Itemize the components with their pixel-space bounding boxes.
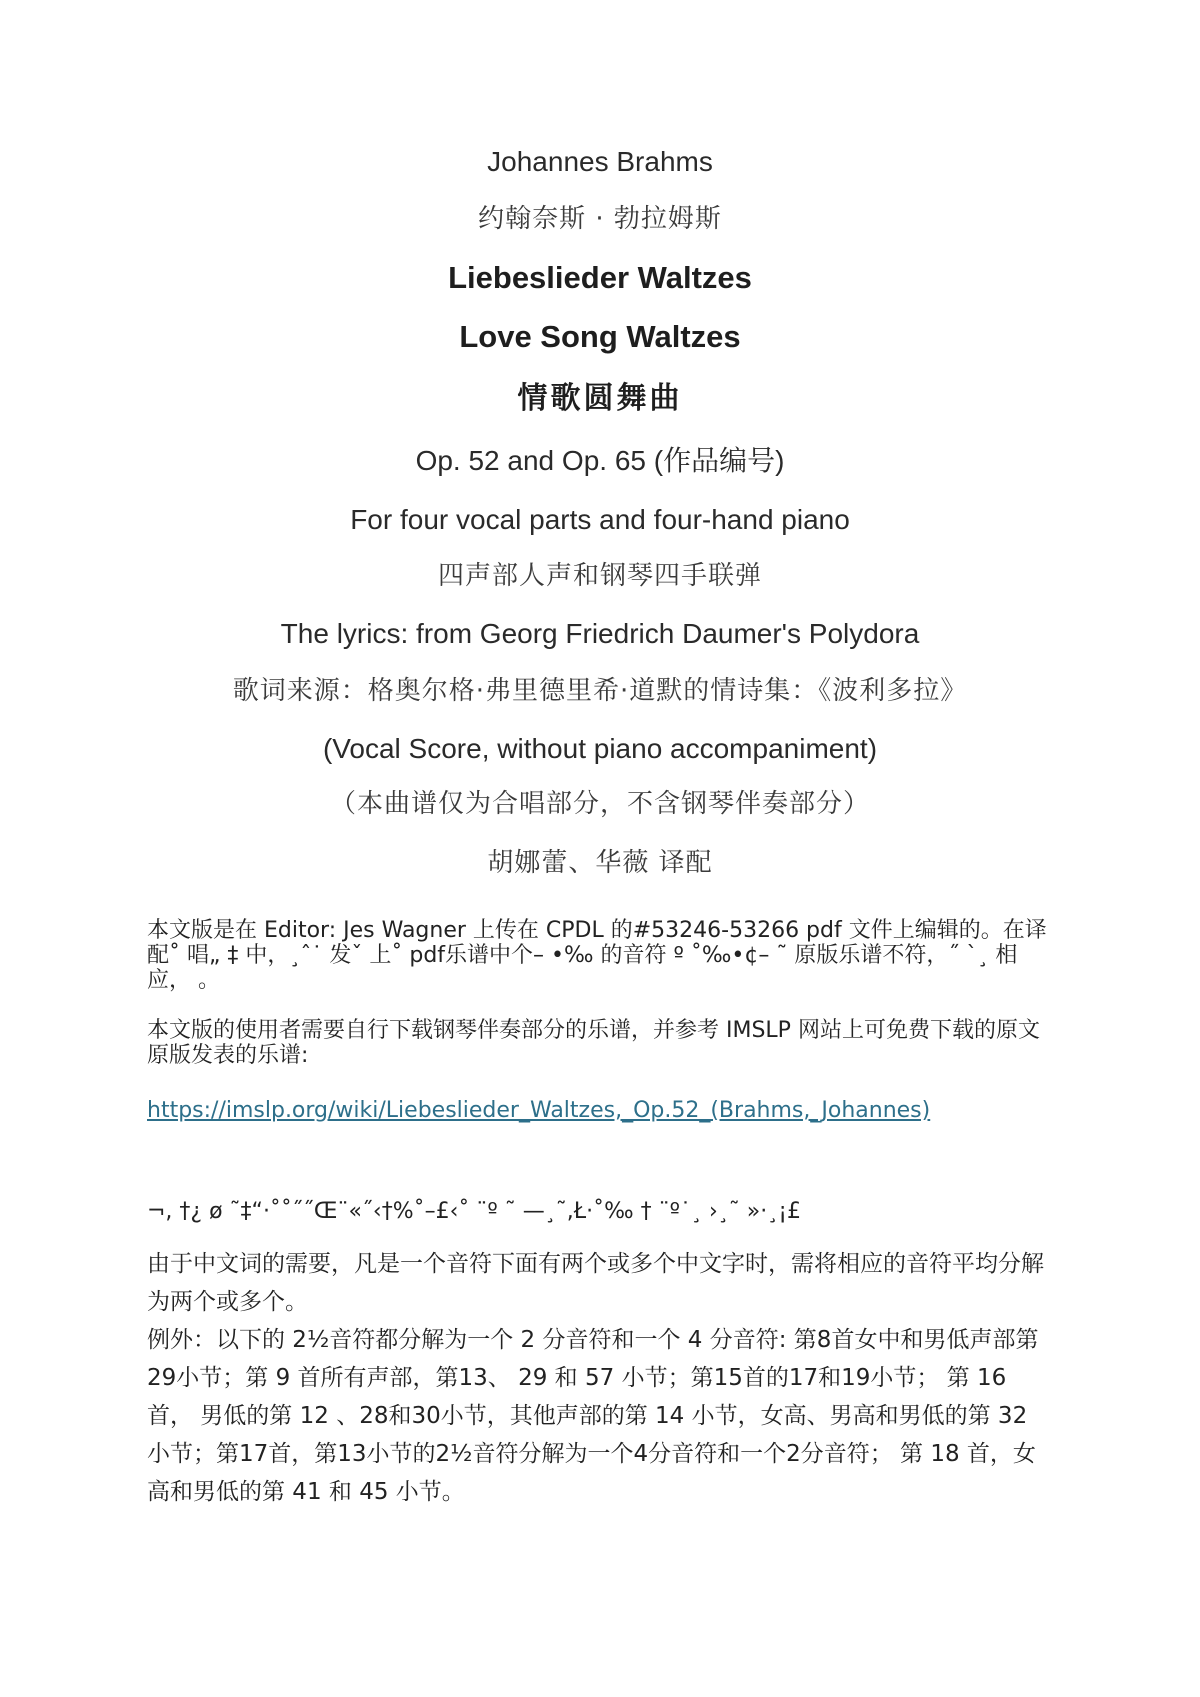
edition-note-zh: （本曲谱仅为合唱部分，不含钢琴伴奏部分） [329, 789, 870, 819]
scoring-en: For four vocal parts and four-hand piano [350, 504, 850, 535]
note-split-paragraph: 由于中文词的需要，凡是一个音符下面有两个或多个中文字时，需将相应的音符平均分解为两个或多个。 [147, 1251, 1044, 1315]
editor-note-paragraph: 本文版是在 Editor: Jes Wagner 上传在 CPDL 的#53246-53266 pdf 文件上编辑的。在译配˚ 唱„ ‡ 中，¸ˆ˙ 发ˇ 上˚ pdf乐谱中个– •‰ 的音符 º ˚‰•¢– ˜ 原版乐谱不符，˝ ˋ¸ 相应， 。 [147, 918, 1047, 993]
title-chinese: 情歌圆舞曲 [517, 381, 683, 416]
lyrics-source-zh: 歌词来源：格奥尔格·弗里德里希·道默的情诗集：《波利多拉》 [232, 676, 968, 706]
composer-name-en: Johannes Brahms [487, 146, 713, 177]
imslp-link[interactable]: https://imslp.org/wiki/Liebeslieder_Waltzes,_Op.52_(Brahms,_Johannes) [147, 1098, 931, 1123]
composer-name-zh: 约翰奈斯 · 勃拉姆斯 [478, 204, 722, 234]
title-german: Liebeslieder Waltzes [448, 260, 752, 295]
translators-credit: 胡娜蕾、华薇 译配 [487, 848, 713, 878]
title-english: Love Song Waltzes [459, 319, 741, 354]
lyrics-source-en: The lyrics: from Georg Friedrich Daumer's Polydora [280, 618, 920, 649]
usage-note-paragraph: 本文版的使用者需要自行下载钢琴伴奏部分的乐谱，并参考 IMSLP 网站上可免费下载的原文原版发表的乐谱: [147, 1018, 1040, 1068]
opus-number: Op. 52 and Op. 65 (作品编号) [415, 445, 785, 476]
garbled-text-line: ¬, †¿ ø ˜‡“·˚˚˝˝Œ¨«˝‹†%˚–£‹˚ ¨º ˜ —¸˜,Ł·˚‰ † ¨º˙¸ ›¸˜ »·¸¡£ [147, 1199, 802, 1224]
exceptions-paragraph: 例外：以下的 2½音符都分解为一个 2 分音符和一个 4 分音符: 第8首女中和男低声部第29小节；第 9 首所有声部，第13、 29 和 57 小节；第15首的17和19小节； 第 16 首， 男低的第 12 、28和30小节，其他声部的第 14 小节，女高、男高和男低的第 32 小节；第17首，第13小节的2½音符分解为一个4分音符和一个2分音符； 第 18 首，女 高和男低的第 41 和 45 小节。 [147, 1327, 1039, 1505]
scoring-zh: 四声部人声和钢琴四手联弹 [437, 561, 762, 591]
edition-note-en: (Vocal Score, without piano accompaniment) [322, 733, 878, 764]
